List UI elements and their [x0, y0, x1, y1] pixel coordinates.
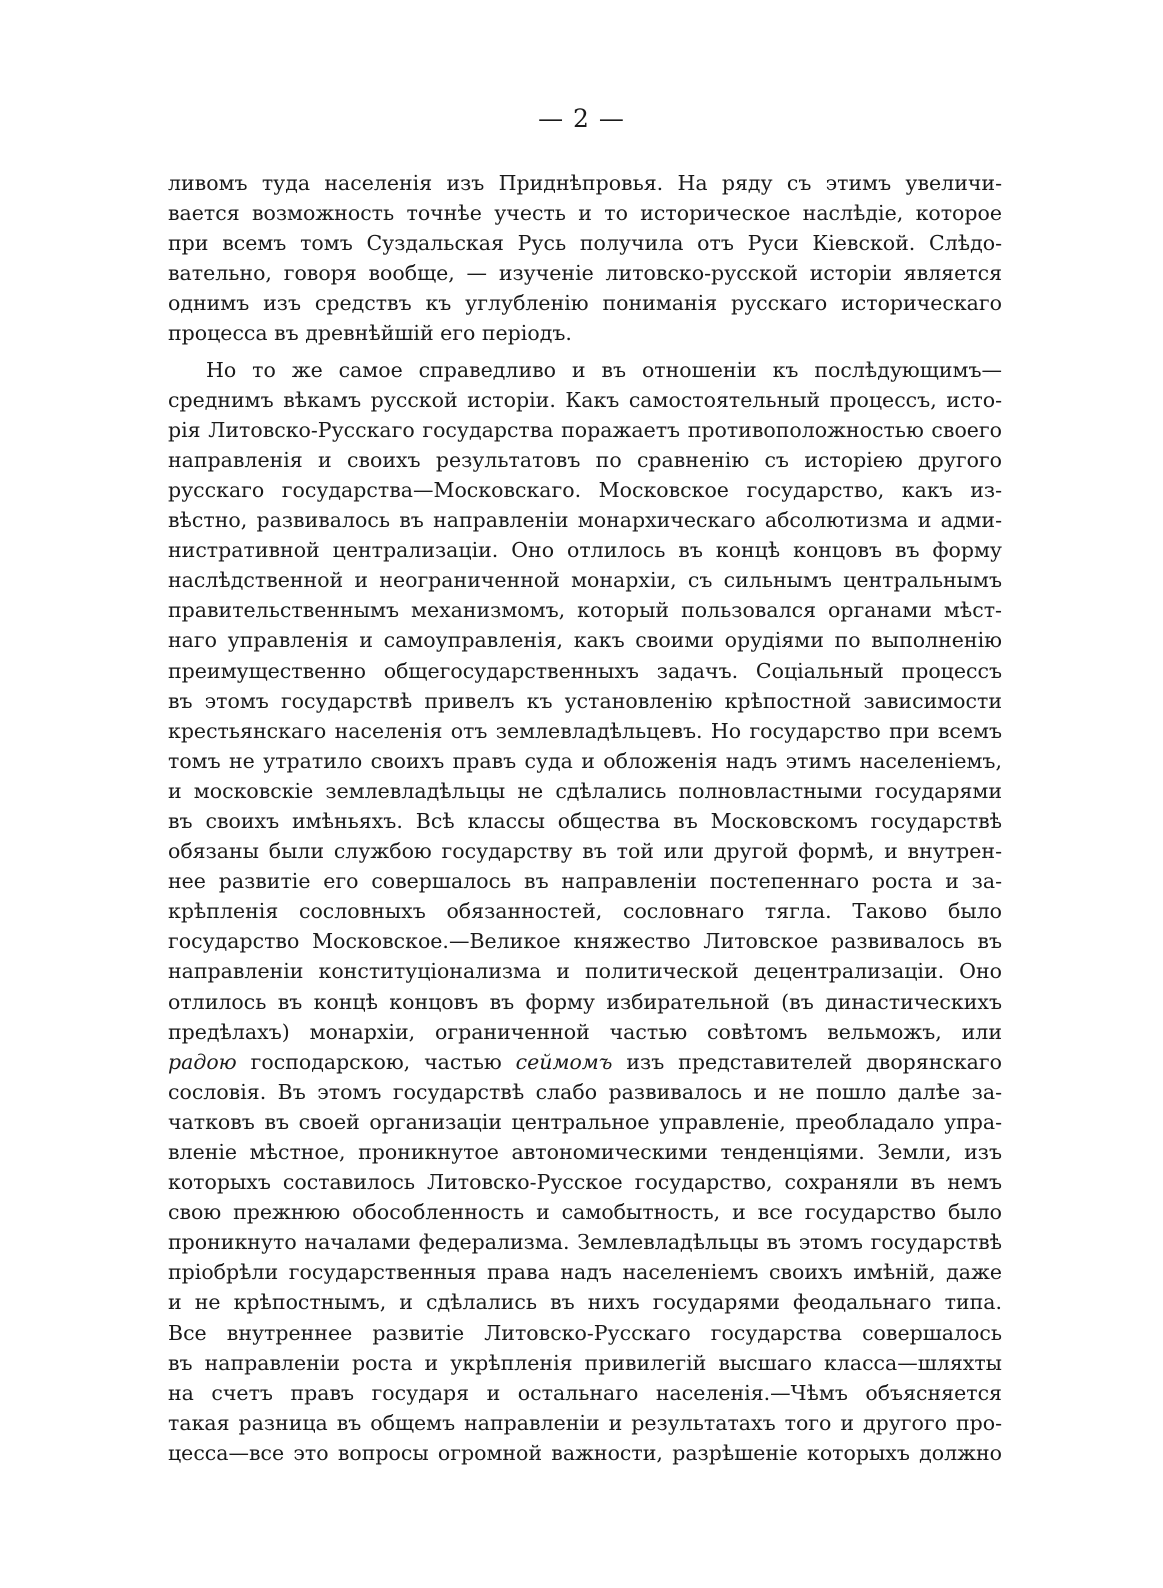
paragraph-1: [168, 168, 1002, 349]
text-line: вательно, говоря вообще, — изученіе литовско-русской исторіи является: [168, 261, 1002, 286]
text-line: въ своихъ имѣньяхъ. Всѣ классы общества въ Московскомъ государствѣ: [168, 808, 1002, 833]
text-line: направленіи конституціонализма и политической децентрализаціи. Оно: [168, 959, 1002, 984]
text-line: при всемъ томъ Суздальская Русь получила отъ Руси Кіевской. Слѣдо-: [168, 231, 1002, 256]
line-suffix: изъ представителей дворянскаго: [612, 1049, 1002, 1074]
text-line: цесса—все это вопросы огромной важности, разрѣшеніе которыхъ должно: [168, 1440, 1002, 1465]
text-line: такая разница въ общемъ направленіи и результатахъ того и другого про-: [168, 1410, 1002, 1435]
page-number: — 2 —: [538, 104, 625, 133]
text-line: въ направленіи роста и укрѣпленія привилегій высшаго класса—шляхты: [168, 1350, 1002, 1375]
text-line: и не крѣпостнымъ, и сдѣлались въ нихъ государями феодальнаго типа.: [168, 1290, 1002, 1315]
italic-term-seim: сеймомъ: [515, 1049, 613, 1074]
text-line: пріобрѣли государственныя права надъ населеніемъ своихъ имѣній, даже: [168, 1260, 1002, 1285]
text-line: которыхъ составилось Литовско-Русское государство, сохраняли въ немъ: [168, 1170, 1002, 1195]
text-line: однимъ изъ средствъ къ углубленію пониманія русскаго историческаго: [168, 291, 1002, 316]
line-middle: господарскою, частью: [236, 1049, 516, 1074]
body-text: [168, 168, 1002, 1468]
text-line: государство Московское.—Великое княжество Литовское развивалось въ: [168, 929, 1002, 954]
text-line: и московскіе землевладѣльцы не сдѣлались полновластными государями: [168, 778, 1002, 803]
text-line-with-italics: [168, 1047, 1002, 1077]
text-line: преимущественно общегосударственныхъ задачъ. Соціальный процессъ: [168, 658, 1002, 683]
text-line: рія Литовско-Русскаго государства поражаетъ противоположностью своего: [168, 417, 1002, 442]
text-line: обязаны были службою государству въ той или другой формѣ, и внутрен-: [168, 839, 1002, 864]
text-line: проникнуто началами федерализма. Землевладѣльцы въ этомъ государствѣ: [168, 1230, 1002, 1255]
text-line: крестьянскаго населенія отъ землевладѣльцевъ. Но государство при всемъ: [168, 718, 1002, 743]
text-line: крѣпленія сословныхъ обязанностей, сословнаго тягла. Таково было: [168, 899, 1002, 924]
text-line: въ этомъ государствѣ привелъ къ установленію крѣпостной зависимости: [168, 688, 1002, 713]
text-line: чатковъ въ своей организаціи центральное управленіе, преобладало упра-: [168, 1109, 1002, 1134]
text-line: вается возможность точнѣе учесть и то историческое наслѣдіе, которое: [168, 201, 1002, 226]
text-line: Но то же самое справедливо и въ отношеніи къ послѣдующимъ—: [206, 357, 1002, 382]
text-line: томъ не утратило своихъ правъ суда и обложенія надъ этимъ населеніемъ,: [168, 748, 1002, 773]
text-line: сословія. Въ этомъ государствѣ слабо развивалось и не пошло далѣе за-: [168, 1079, 1002, 1104]
italic-term-rada: радою: [168, 1049, 237, 1074]
text-line: среднимъ вѣкамъ русской исторіи. Какъ самостоятельный процессъ, исто-: [168, 387, 1002, 412]
text-line: наго управленія и самоуправленія, какъ своими орудіями по выполненію: [168, 628, 1002, 653]
text-line: процесса въ древнѣйшій его періодъ.: [168, 321, 572, 346]
text-line: предѣлахъ) монархіи, ограниченной частью совѣтомъ вельможъ, или: [168, 1019, 1002, 1044]
text-line: ливомъ туда населенія изъ Приднѣпровья. На ряду съ этимъ увеличи-: [168, 171, 1002, 195]
text-line: русскаго государства—Московскаго. Московское государство, какъ из-: [168, 477, 1002, 502]
text-line: правительственнымъ механизмомъ, который пользовался органами мѣст-: [168, 598, 1002, 623]
text-line: вленіе мѣстное, проникнутое автономическими тенденціями. Земли, изъ: [168, 1140, 1002, 1164]
text-line: отлилось въ концѣ концовъ въ форму избирательной (въ династическихъ: [168, 989, 1002, 1014]
text-line: Все внутреннее развитіе Литовско-Русскаго государства совершалось: [168, 1320, 1002, 1345]
text-line: на счетъ правъ государя и остальнаго населенія.—Чѣмъ объясняется: [168, 1380, 1002, 1405]
text-line: нистративной централизаціи. Оно отлилось въ концѣ концовъ въ форму: [168, 538, 1002, 563]
text-line: направленія и своихъ результатовъ по сравненію съ исторіею другого: [168, 447, 1002, 472]
text-line: наслѣдственной и неограниченной монархіи, съ сильнымъ центральнымъ: [168, 568, 1002, 593]
text-line: нее развитіе его совершалось въ направленіи постепеннаго роста и за-: [168, 869, 1002, 894]
paragraph-2: [168, 355, 1002, 1468]
text-line: вѣстно, развивалось въ направленіи монархическаго абсолютизма и адми-: [168, 508, 1002, 533]
text-line: свою прежнюю обособленность и самобытность, и все государство было: [168, 1200, 1002, 1225]
